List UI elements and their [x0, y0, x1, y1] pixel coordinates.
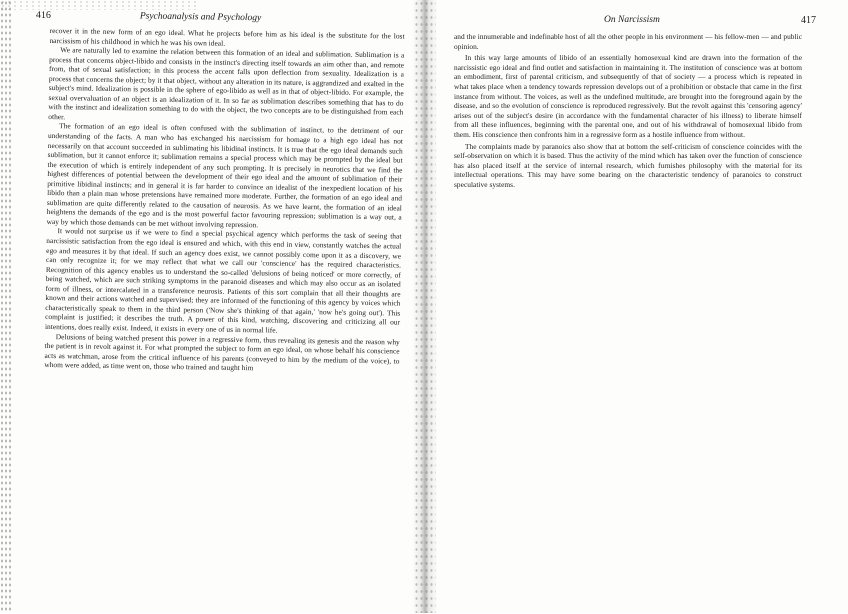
right-running-head — [454, 14, 816, 32]
right-page — [454, 14, 816, 574]
paragraph: It would not surprise us if we were to find a special psychical agency which performs the task of seeing that narcissistic satisfaction from the ego ideal is ensured and which, with this end in view, constantly watches the actual ego and measures it by that ideal. If such an agency does exist, we cannot possibly come upon it as a discovery, we can only recognize it; for we may reflect that what we call our 'conscience' has the required characteristics. Recognition of this agency enables us to understand the so-called 'delusions of being noticed' or more correctly, of being watched, which are such striking symptoms in the paranoid diseases and which may also occur as an isolated form of illness, or intercalated in a transference neurosis. Patients of this sort complain that all their thoughts are known and their actions watched and supervised; they are informed of the functioning of this agency by voices which characteristically speak to them in the third person ('Now she's thinking of that again,' 'now he's going out'). This complaint is justified; it describes the truth. A power of this kind, watching, discovering and criticizing all our intentions, does really exist. Indeed, it exists in every one of us in normal life. — [44, 226, 402, 335]
left-page-number: 416 — [35, 9, 51, 22]
left-page — [35, 8, 405, 614]
paragraph: In this way large amounts of libido of an essentially homosexual kind are drawn into the formation of the narcissistic ego ideal and find outlet and satisfaction in maintaining it. The institution of conscience was at bottom an embodiment, first of parental criticism, and subsequently of that of society — a process which is repeated in what takes place when a tendency towards repression develops out of a prohibition or obstacle that came in the first instance from without. The voices, as well as the undefined multitude, are brought into the foreground again by the disease, and so the evolution of conscience is reproduced regressively. But the revolt against this 'censoring agency' arises out of the subject's desire (in accordance with the fundamental character of his illness) to liberate himself from all these influences, beginning with the parental one, and out of his withdrawal of homosexual libido from them. His conscience then confronts him in a regressive form as a hostile influence from without. — [454, 53, 802, 139]
paragraph: The complaints made by paranoics also show that at bottom the self-criticism of conscience coincides with the self-observation on which it is based. Thus the activity of the mind which has taken over the function of conscience has also placed itself at the service of internal research, which furnishes philosophy with the material for its intellectual operations. This may have some bearing on the characteristic tendency of paranoics to construct speculative systems. — [454, 141, 802, 189]
paragraph: The formation of an ego ideal is often confused with the sublimation of instinct, to the detriment of our understanding of the facts. A man who has exchanged his narcissism for homage to a high ego ideal has not necessarily on that account succeeded in sublimating his libidinal instincts. It is true that the ego ideal demands such sublimation, but it cannot enforce it; sublimation remains a special process which may be prompted by the ideal but the execution of which is entirely independent of any such prompting. It is precisely in neurotics that we find the highest differences of potential between the development of their ego ideal and the amount of sublimation of their primitive libidinal instincts; and in general it is far harder to convince an idealist of the inexpedient location of his libido than a plain man whose pretensions have remained more moderate. Further, the formation of an ego ideal and sublimation are quite differently related to the causation of neurosis. As we have learnt, the formation of an ideal heightens the demands of the ego and is the most powerful factor favouring repression; sublimation is a way out, a way by which those demands can be met without involving repression. — [46, 121, 404, 230]
scan-edge-left — [0, 0, 12, 613]
right-running-title: On Narcissism — [604, 15, 660, 25]
paragraph: We are naturally led to examine the relation between this formation of an ideal and sublimation. Sublimation is a process that concerns object-libido and consists in the instinct's directing itself towards an aim other than, and remote from, that of sexual satisfaction; in this process the accent falls upon deflection from sexuality. Idealization is a process that concerns the object; by it that object, without any alteration in its nature, is aggrandized and exalted in the subject's mind. Idealization is possible in the sphere of ego-libido as well as in that of object-libido. For example, the sexual overvaluation of an object is an idealization of it. In so far as sublimation describes something that has to do with the instinct and idealization something to do with the object, the two concepts are to be distinguished from each other. — [48, 45, 405, 122]
left-running-title: Psychoanalysis and Psychology — [139, 11, 262, 24]
gutter-scan-noise — [414, 0, 436, 613]
paragraph: and the innumerable and indefinable host of all the other people in his environment — his fellow-men — and public opinion. — [454, 32, 802, 51]
paragraph: recover it in the new form of an ego ideal. What he projects before him as his ideal is the substitute for the lost narcissism of his childhood in which he was his own ideal. — [49, 25, 405, 48]
right-page-number: 417 — [801, 15, 816, 26]
paragraph: Delusions of being watched present this power in a regressive form, thus revealing its genesis and the reason why the patient is in revolt against it. For what prompted the subject to form an ego ideal, on whose behalf his conscience acts as watchman, arose from the critical influence of his parents (conveyed to him by the medium of the voice), to whom were added, as time went on, those who trained and taught him — [44, 331, 400, 373]
